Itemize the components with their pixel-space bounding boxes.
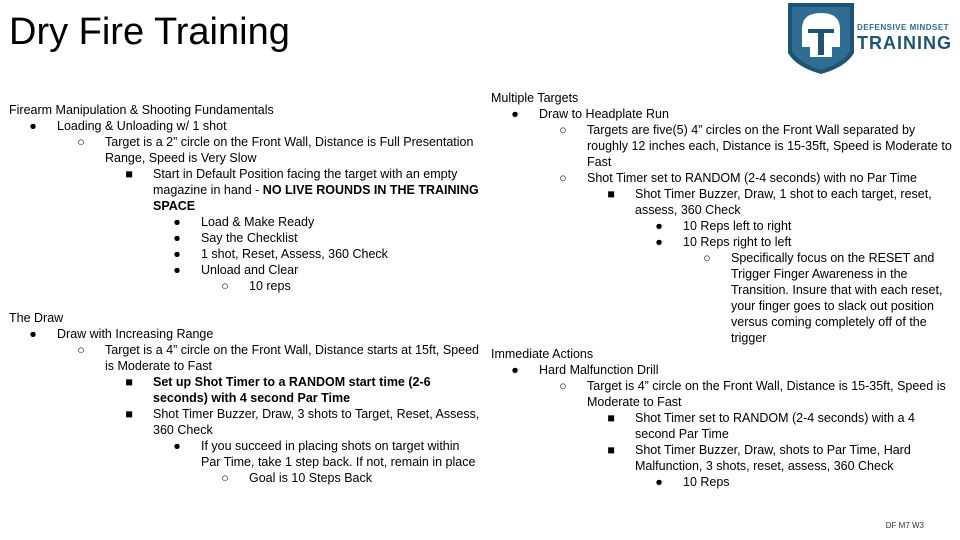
dot-bullet-icon: ● [173, 263, 181, 277]
list-item: ■ Shot Timer Buzzer, Draw, 1 shot to each target, reset, assess, 360 Check [491, 186, 956, 218]
square-bullet-icon: ■ [607, 411, 615, 425]
list-item: ■ Start in Default Position facing the target with an empty magazine in hand - NO LIVE ROUNDS IN THE TRAINING SPACE [9, 166, 481, 214]
list-item: ● Draw to Headplate Run [491, 106, 956, 122]
section-heading-draw: The Draw [9, 311, 64, 325]
list-item: ○ Goal is 10 Steps Back [9, 470, 481, 486]
dot-bullet-icon: ● [173, 247, 181, 261]
square-bullet-icon: ■ [125, 167, 133, 181]
slide-footer-code: DF M7 W3 [885, 521, 924, 530]
square-bullet-icon: ■ [125, 375, 133, 389]
list-item: ○ 10 reps [9, 278, 481, 294]
logo-wordmark: TRAINING [857, 33, 952, 53]
list-item: ■ Shot Timer set to RANDOM (2-4 seconds) with a 4 second Par Time [491, 410, 956, 442]
square-bullet-icon: ■ [607, 443, 615, 457]
list-item: ○ Target is a 2” circle on the Front Wall, Distance is Full Presentation Range, Speed is Very Slow [9, 134, 481, 166]
dot-bullet-icon: ● [511, 363, 519, 377]
list-item: ● 10 Reps [491, 474, 956, 490]
circle-bullet-icon: ○ [559, 123, 567, 137]
dot-bullet-icon: ● [173, 439, 181, 453]
circle-bullet-icon: ○ [559, 379, 567, 393]
section-heading-immediate-actions: Immediate Actions [491, 347, 594, 361]
dot-bullet-icon: ● [173, 231, 181, 245]
right-column [491, 90, 956, 490]
circle-bullet-icon: ○ [221, 279, 229, 293]
list-item: ● Loading & Unloading w/ 1 shot [9, 118, 481, 134]
list-item: ● 1 shot, Reset, Assess, 360 Check [9, 246, 481, 262]
dot-bullet-icon: ● [29, 119, 37, 133]
list-item: ○ Targets are five(5) 4” circles on the Front Wall separated by roughly 12 inches each, Distance is 15-35ft, Speed is Moderate to Fast [491, 122, 956, 170]
safety-warning: NO LIVE ROUNDS IN THE TRAINING SPACE [153, 183, 479, 213]
list-item: ● Hard Malfunction Drill [491, 362, 956, 378]
circle-bullet-icon: ○ [77, 135, 85, 149]
circle-bullet-icon: ○ [559, 171, 567, 185]
section-heading-fundamentals: Firearm Manipulation & Shooting Fundamentals [9, 103, 274, 117]
dot-bullet-icon: ● [511, 107, 519, 121]
list-item: ● Unload and Clear [9, 262, 481, 278]
logo-tagline: DEFENSIVE MINDSET [857, 23, 950, 32]
dot-bullet-icon: ● [655, 475, 663, 489]
list-item: ○ Shot Timer set to RANDOM (2-4 seconds) with no Par Time [491, 170, 956, 186]
list-item: ○ Target is a 4” circle on the Front Wall, Distance starts at 15ft, Speed is Moderate to Fast [9, 342, 481, 374]
list-item: ● Say the Checklist [9, 230, 481, 246]
list-item: ● Draw with Increasing Range [9, 326, 481, 342]
circle-bullet-icon: ○ [703, 251, 711, 265]
list-item: ● 10 Reps right to left [491, 234, 956, 250]
list-item: ○ Target is 4” circle on the Front Wall, Distance is 15-35ft, Speed is Moderate to Fast [491, 378, 956, 410]
circle-bullet-icon: ○ [77, 343, 85, 357]
dot-bullet-icon: ● [29, 327, 37, 341]
list-item: ■ Shot Timer Buzzer, Draw, shots to Par Time, Hard Malfunction, 3 shots, reset, assess, 360 Check [491, 442, 956, 474]
dot-bullet-icon: ● [173, 215, 181, 229]
list-item: ● Load & Make Ready [9, 214, 481, 230]
square-bullet-icon: ■ [607, 187, 615, 201]
dot-bullet-icon: ● [655, 219, 663, 233]
circle-bullet-icon: ○ [221, 471, 229, 485]
page-title: Dry Fire Training [9, 11, 290, 53]
dot-bullet-icon: ● [655, 235, 663, 249]
section-heading-multiple-targets: Multiple Targets [491, 91, 579, 105]
left-column [9, 102, 481, 486]
square-bullet-icon: ■ [125, 407, 133, 421]
list-item: ■ Set up Shot Timer to a RANDOM start time (2-6 seconds) with 4 second Par Time [9, 374, 481, 406]
list-item: ● 10 Reps left to right [491, 218, 956, 234]
list-item: ● If you succeed in placing shots on target within Par Time, take 1 step back. If not, remain in place [9, 438, 481, 470]
list-item: ○ Specifically focus on the RESET and Trigger Finger Awareness in the Transition. Insure that with each reset, your finger goes to slack out position versus coming completely off of the trigger [491, 250, 956, 346]
list-item: ■ Shot Timer Buzzer, Draw, 3 shots to Target, Reset, Assess, 360 Check [9, 406, 481, 438]
